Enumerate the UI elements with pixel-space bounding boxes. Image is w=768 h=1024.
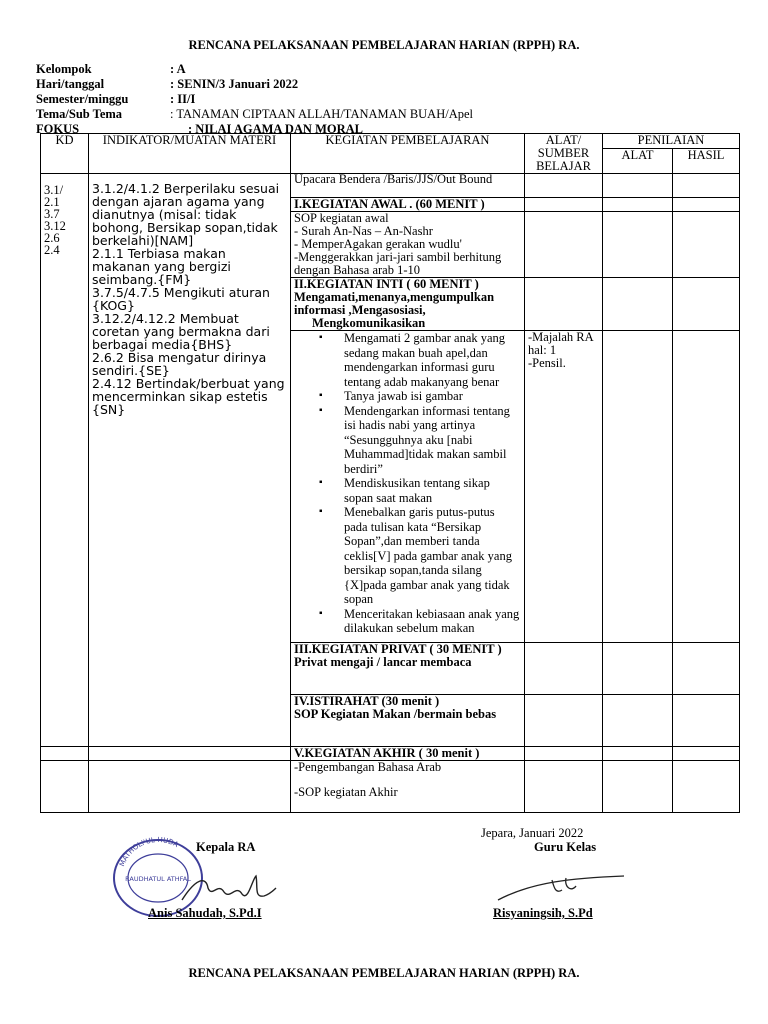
col-alat-sumber: ALAT/ SUMBER BELAJAR [525, 134, 603, 174]
header-info [36, 62, 473, 137]
svg-text:MATHOLI'UL HUDA: MATHOLI'UL HUDA [118, 835, 180, 868]
guru-kelas-label: Guru Kelas [534, 840, 597, 854]
indikator-cell: 3.1.2/4.1.2 Berperilaku sesuai dengan ajaran agama yang dianutnya (misal: tidak bohong, Bersikap sopan,tidak berkelahi)[NAM] 2.1.1 Terbiasa makan makanan yang bergizi seimbang.{FM} 3.7.5/4.7.5 Mengikuti aturan {KOG} 3.12.2/4.12.2 Membuat coretan yang bermakna dari berbagai media{BHS} 2.6.2 Bisa mengatur dirinya sendiri.{SE} 2.4.12 Bertindak/berbuat yang mencerminkan sikap estetis {SN} [89, 174, 291, 747]
col-indikator: INDIKATOR/MUATAN MATERI [89, 134, 291, 174]
list-item: ▪ Mendiskusikan tentang sikap sopan saat makan [344, 476, 521, 505]
kepala-ra-name: Anis Sahudah, S.Pd.I [148, 906, 262, 920]
page-title: RENCANA PELAKSANAAN PEMBELAJARAN HARIAN (RPPH) RA. [188, 38, 580, 52]
header-row-fokus: FOKUS : NILAI AGAMA DAN MORAL [36, 122, 363, 136]
col-kd: KD [41, 134, 89, 174]
kegiatan-inti-header: II.KEGIATAN INTI ( 60 MENIT ) Mengamati,menanya,mengumpulkan informasi ,Mengasosiasi, Mengkomunikasikan [291, 278, 525, 331]
kegiatan-inti-items [291, 331, 525, 643]
header-row-kelompok: Kelompok : A [36, 62, 186, 76]
header-row-semester: Semester/minggu : II/I [36, 92, 196, 106]
kegiatan-awal-items: SOP kegiatan awal - Surah An-Nas – An-Nashr - MemperAgakan gerakan wudlu' -Menggerakkan jari-jari sambil berhitung dengan Bahasa arab 1-10 [291, 212, 525, 278]
footer-title: RENCANA PELAKSANAAN PEMBELAJARAN HARIAN (RPPH) RA. [188, 966, 580, 980]
signature-left-icon [178, 872, 278, 908]
col-penilaian: PENILAIAN [603, 134, 740, 149]
kegiatan-akhir-items: -Pengembangan Bahasa Arab -SOP kegiatan Akhir [291, 761, 525, 813]
signature-right-icon [492, 868, 632, 904]
istirahat-cell: IV.ISTIRAHAT (30 menit ) SOP Kegiatan Makan /bermain bebas [291, 695, 525, 747]
rpph-table [40, 133, 740, 813]
kegiatan-privat: III.KEGIATAN PRIVAT ( 30 MENIT ) Privat mengaji / lancar membaca [291, 643, 525, 695]
col-penilaian-hasil: HASIL [673, 149, 740, 174]
alat-sumber-cell: -Majalah RA hal: 1 -Pensil. [525, 331, 603, 643]
guru-kelas-name: Risyaningsih, S.Pd [493, 906, 593, 920]
col-kegiatan: KEGIATAN PEMBELAJARAN [291, 134, 525, 174]
list-item: ▪ Menceritakan kebiasaan anak yang dilakukan sebelum makan [344, 607, 521, 636]
header-row-hari: Hari/tanggal : SENIN/3 Januari 2022 [36, 77, 299, 91]
svg-text:RAUDHATUL ATHFAL: RAUDHATUL ATHFAL [125, 875, 191, 883]
kd-cell: 3.1/ 2.1 3.7 3.12 2.6 2.4 [41, 174, 89, 747]
list-item: ▪ Mengamati 2 gambar anak yang sedang makan buah apel,dan mendengarkan informasi guru tentang adab makanyang benar [344, 331, 521, 389]
list-item: ▪ Menebalkan garis putus-putus pada tulisan kata “Bersikap Sopan”,dan memberi tanda ceklis[V] pada gambar anak yang bersikap sopan,tanda silang {X]pada gambar anak yang tidak sopan [344, 505, 521, 607]
col-penilaian-alat: ALAT [603, 149, 673, 174]
kegiatan-akhir-title: V.KEGIATAN AKHIR ( 30 menit ) [291, 747, 525, 761]
upacara-cell: Upacara Bendera /Baris/JJS/Out Bound [291, 174, 525, 198]
list-item: ▪ Tanya jawab isi gambar [344, 389, 521, 404]
place-date: Jepara, Januari 2022 [481, 826, 584, 840]
list-item: ▪ Mendengarkan informasi tentang isi hadis nabi yang artinya “Sesungguhnya aku [nabi Muhammad]tidak makan sambil berdiri” [344, 404, 521, 477]
header-row-tema: Tema/Sub Tema : TANAMAN CIPTAAN ALLAH/TANAMAN BUAH/Apel [36, 107, 474, 121]
kepala-ra-label: Kepala RA [196, 840, 256, 854]
kegiatan-awal-title: I.KEGIATAN AWAL . (60 MENIT ) [291, 198, 525, 212]
